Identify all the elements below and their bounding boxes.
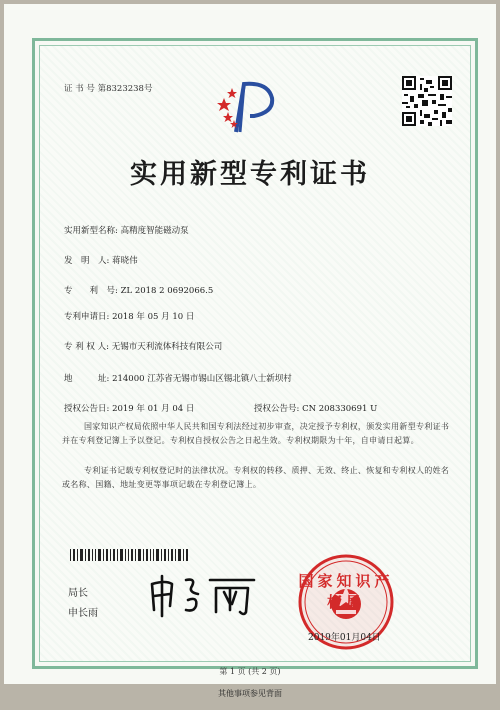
announce-number-value: CN 208330691 U: [302, 404, 378, 414]
field-value: 2018 年 05 月 10 日: [112, 312, 195, 322]
field-value: 214000 江苏省无锡市锡山区锡北镇八士新坝村: [112, 374, 292, 384]
field-label: 发 明 人:: [64, 256, 110, 266]
announce-number-row: [254, 402, 377, 414]
field-value: ZL 2018 2 0692066.5: [120, 286, 214, 296]
field-row: [64, 310, 194, 322]
field-value: 蒋晓伟: [112, 256, 138, 266]
field-label: 实用新型名称:: [64, 226, 118, 236]
patent-office-logo: [214, 76, 284, 134]
qr-code: [402, 76, 452, 126]
director-title: 局长: [68, 588, 88, 599]
seal-text: 国家知识产权局: [298, 572, 394, 611]
certificate-paragraph-1: 国家知识产权局依照中华人民共和国专利法经过初步审查，决定授予专利权，颁发实用新型专利证书并在专利登记簿上予以登记。专利权自授权公告之日起生效。专利权期限为十年，自申请日起算。: [62, 422, 450, 445]
barcode: [70, 549, 188, 561]
field-value: 无锡市天利流体科技有限公司: [111, 342, 223, 352]
field-row: [64, 224, 189, 236]
announce-date-value: 2019 年 01 月 04 日: [112, 404, 195, 414]
announce-date-label: 授权公告日:: [64, 404, 110, 414]
field-label: 专利申请日:: [64, 312, 110, 322]
field-value: 高精度智能磁动泵: [120, 226, 189, 236]
page-indicator: 第 1 页 (共 2 页): [219, 667, 281, 676]
certificate-paper: [4, 4, 496, 684]
field-row: [64, 254, 138, 266]
field-label: 地 址:: [64, 374, 110, 384]
field-label: 专 利 号:: [64, 286, 118, 296]
certificate-paragraph-2: 专利证书记载专利权登记时的法律状况。专利权的转移、质押、无效、终止、恢复和专利权人的姓名或名称、国籍、地址变更等事项记载在专利登记簿上。: [62, 466, 450, 489]
field-row: [64, 340, 222, 352]
seal-date: 2019年01月04日: [308, 633, 381, 643]
certificate-title: 实用新型专利证书: [130, 159, 370, 190]
field-label: 专 利 权 人:: [64, 342, 109, 352]
back-note: 其他事项参见背面: [218, 689, 282, 698]
director-name: 申长雨: [68, 608, 98, 619]
certificate-number: 证 书 号 第8323238号: [64, 84, 153, 94]
field-row: [64, 372, 292, 384]
field-row: [64, 284, 213, 296]
announce-row: [64, 402, 194, 414]
director-signature: [144, 570, 264, 620]
announce-number-label: 授权公告号:: [254, 404, 300, 414]
